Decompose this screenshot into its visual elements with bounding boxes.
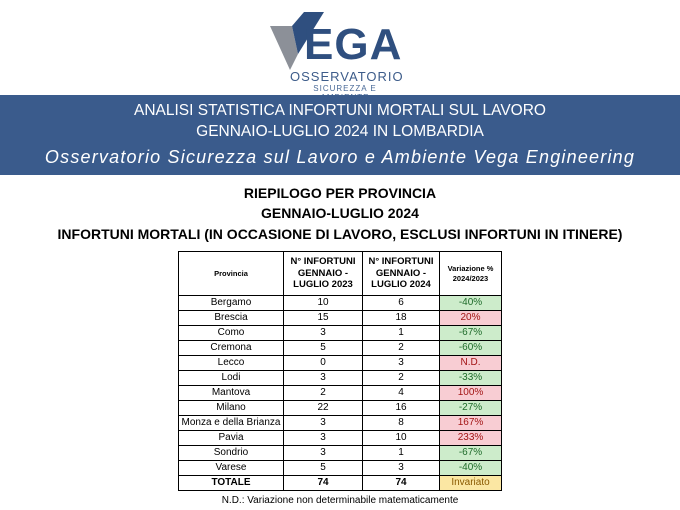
cell-2023: 5 [284,461,363,476]
cell-provincia: Mantova [179,386,284,401]
cell-variazione: N.D. [440,356,502,371]
section-period: GENNAIO-LUGLIO 2024 [261,205,419,221]
cell-variazione: 20% [440,311,502,326]
banner-line-2: GENNAIO-LUGLIO 2024 IN LOMBARDIA [196,123,484,140]
province-table [178,251,502,491]
cell-variazione: -67% [440,326,502,341]
cell-2023: 3 [284,326,363,341]
header-2024: N° INFORTUNI GENNAIO - LUGLIO 2024 [363,252,440,296]
cell-2023: 0 [284,356,363,371]
table-row [179,371,502,386]
header-provincia: Provincia [179,252,284,296]
cell-variazione: -40% [440,296,502,311]
cell-provincia: Bergamo [179,296,284,311]
cell-2023: 5 [284,341,363,356]
cell-variazione: -67% [440,446,502,461]
cell-provincia: Pavia [179,431,284,446]
cell-provincia: Lecco [179,356,284,371]
cell-2023: 3 [284,431,363,446]
banner-line-3: Osservatorio Sicurezza sul Lavoro e Ambiente Vega Engineering [44,147,636,167]
cell-2024: 3 [363,356,440,371]
logo-wordmark: EGA [304,20,403,69]
cell-2024: 6 [363,296,440,311]
cell-2023: 3 [284,416,363,431]
header-2023: N° INFORTUNI GENNAIO - LUGLIO 2023 [284,252,363,296]
table-row [179,401,502,416]
cell-provincia: Varese [179,461,284,476]
cell-variazione: -27% [440,401,502,416]
cell-variazione: 100% [440,386,502,401]
cell-2024: 18 [363,311,440,326]
logo-line-2: SICUREZZA E [313,84,377,93]
cell-provincia: Sondrio [179,446,284,461]
cell-variazione: Invariato [440,476,502,491]
cell-2023: 3 [284,446,363,461]
cell-variazione: 233% [440,431,502,446]
cell-2024: 4 [363,386,440,401]
table-header-row [179,252,502,296]
cell-provincia: Brescia [179,311,284,326]
cell-2023: 2 [284,386,363,401]
section-subtitle: INFORTUNI MORTALI (IN OCCASIONE DI LAVORO, ESCLUSI INFORTUNI IN ITINERE) [57,226,623,242]
cell-variazione: 167% [440,416,502,431]
table-row [179,416,502,431]
cell-2024: 10 [363,431,440,446]
cell-2023: 74 [284,476,363,491]
cell-2024: 1 [363,446,440,461]
cell-2024: 2 [363,371,440,386]
cell-2024: 8 [363,416,440,431]
table-row [179,296,502,311]
cell-2023: 22 [284,401,363,416]
table-row [179,431,502,446]
cell-provincia: Como [179,326,284,341]
cell-provincia: Cremona [179,341,284,356]
table-row [179,446,502,461]
cell-variazione: -33% [440,371,502,386]
cell-2024: 2 [363,341,440,356]
table-row [179,461,502,476]
cell-2023: 10 [284,296,363,311]
cell-provincia: Monza e della Brianza [179,416,284,431]
total-row [179,476,502,491]
table-row [179,356,502,371]
logo-line-1: OSSERVATORIO [290,69,404,84]
table-row [179,311,502,326]
cell-provincia: Milano [179,401,284,416]
footnote: N.D.: Variazione non determinabile matematicamente [221,495,459,506]
cell-2023: 15 [284,311,363,326]
title-banner [0,95,680,175]
header-variazione: Variazione % 2024/2023 [440,252,502,296]
cell-2024: 16 [363,401,440,416]
vega-logo [268,10,408,93]
table-row [179,341,502,356]
cell-variazione: -40% [440,461,502,476]
table-row [179,326,502,341]
cell-2023: 3 [284,371,363,386]
cell-provincia: TOTALE [179,476,284,491]
cell-2024: 74 [363,476,440,491]
cell-provincia: Lodi [179,371,284,386]
banner-line-1: ANALISI STATISTICA INFORTUNI MORTALI SUL LAVORO [134,102,546,119]
cell-2024: 1 [363,326,440,341]
cell-2024: 3 [363,461,440,476]
section-title: RIEPILOGO PER PROVINCIA [243,185,437,201]
table-row [179,386,502,401]
cell-variazione: -60% [440,341,502,356]
